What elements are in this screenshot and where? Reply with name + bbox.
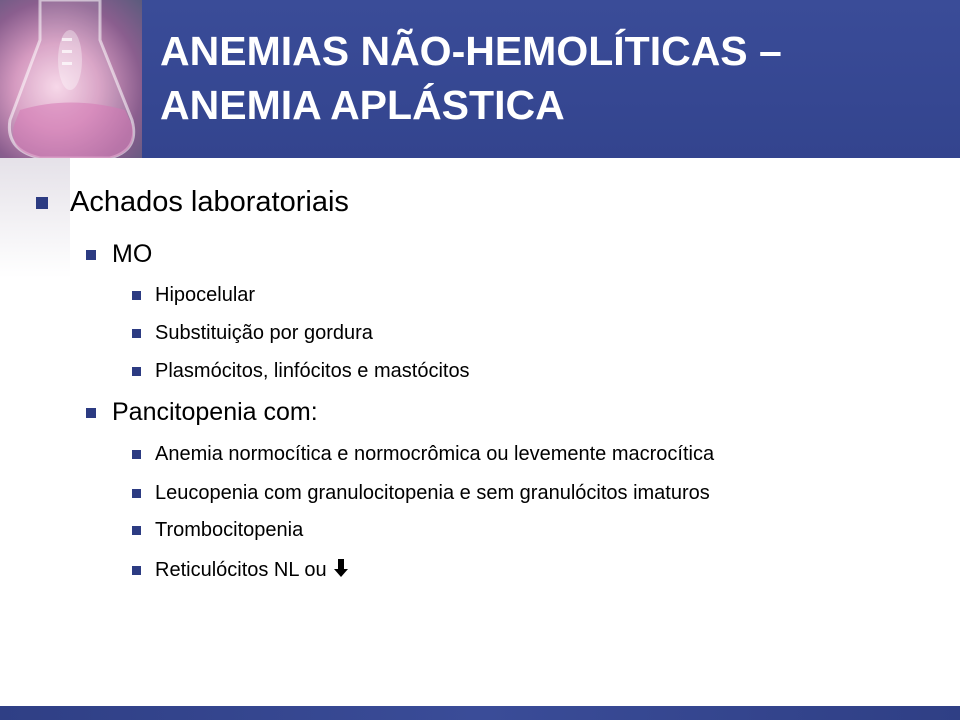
square-bullet-icon	[132, 566, 141, 575]
square-bullet-icon	[86, 408, 96, 418]
list-item-text: Anemia normocítica e normocrômica ou levemente macrocítica	[155, 443, 715, 465]
section-label: Pancitopenia com:	[112, 398, 318, 426]
list-item	[132, 482, 710, 505]
square-bullet-icon	[132, 329, 141, 338]
square-bullet-icon	[36, 197, 48, 209]
slide-title: ANEMIAS NÃO-HEMOLÍTICAS – ANEMIA APLÁSTICA	[160, 28, 782, 128]
list-item-text: Leucopenia com granulocitopenia e sem granulócitos imaturos	[155, 482, 710, 504]
list-item-text: Reticulócitos NL ou	[155, 559, 327, 581]
down-arrow-icon	[333, 558, 349, 583]
list-item-text: Substituição por gordura	[155, 322, 373, 344]
list-item-text: Plasmócitos, linfócitos e mastócitos	[155, 360, 470, 382]
list-item	[132, 322, 373, 345]
section-label: MO	[112, 240, 153, 268]
square-bullet-icon	[132, 367, 141, 376]
square-bullet-icon	[86, 250, 96, 260]
list-item-section	[86, 398, 318, 427]
list-item	[132, 558, 349, 583]
footer-bar	[0, 706, 960, 720]
list-item	[132, 284, 255, 307]
list-item-text: Hipocelular	[155, 284, 256, 306]
list-item	[132, 443, 714, 466]
flask-photo-icon	[0, 0, 142, 158]
list-item-section	[86, 240, 152, 269]
square-bullet-icon	[132, 291, 141, 300]
square-bullet-icon	[132, 489, 141, 498]
square-bullet-icon	[132, 450, 141, 459]
slide-header	[0, 0, 960, 158]
list-item	[132, 360, 470, 383]
list-item-heading	[36, 186, 349, 219]
heading-text: Achados laboratoriais	[70, 186, 349, 218]
list-item	[132, 519, 303, 542]
list-item-text: Trombocitopenia	[155, 519, 304, 541]
square-bullet-icon	[132, 526, 141, 535]
